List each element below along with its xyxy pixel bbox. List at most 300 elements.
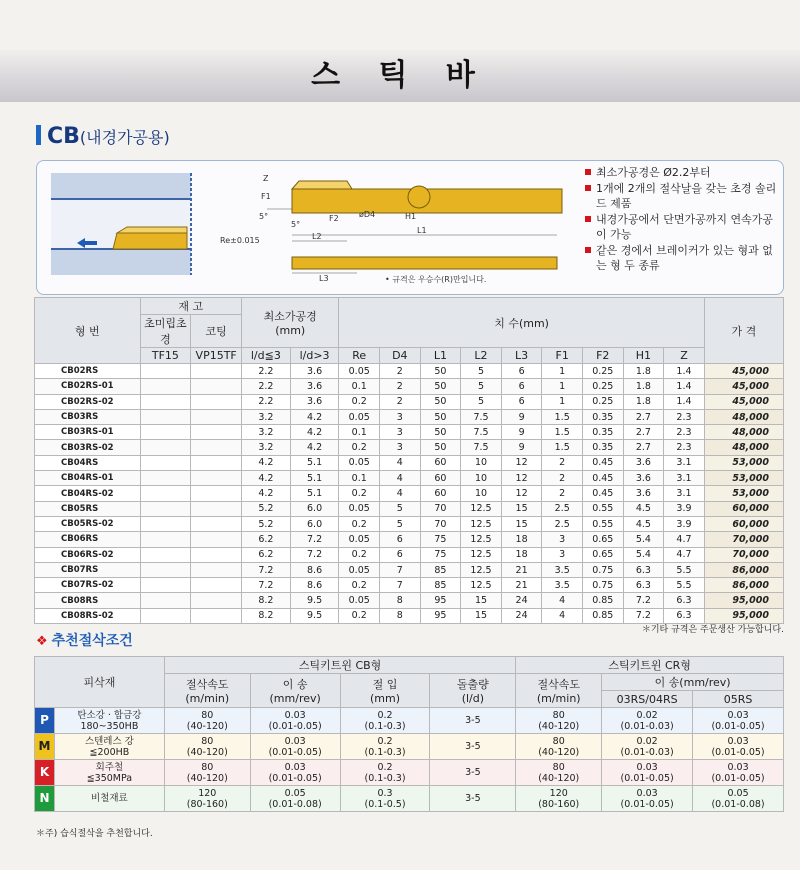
iso-badge: K (35, 760, 55, 786)
cell-f1: 1 (542, 379, 583, 394)
cell-l1: 50 (420, 379, 461, 394)
cell-tf15 (140, 409, 191, 424)
cell-f1: 3 (542, 547, 583, 562)
cell-l3: 15 (501, 516, 542, 531)
conditions-title: ❖ 추천절삭조건 (36, 633, 133, 649)
cell-d4: 2 (380, 364, 421, 379)
cell-h1: 2.7 (623, 440, 664, 455)
cell-oh: 3-5 (430, 760, 516, 786)
table-row (35, 786, 784, 812)
cell-z: 3.1 (664, 455, 705, 470)
cell-ld1: 5.2 (242, 501, 291, 516)
header-re: Re (339, 348, 380, 364)
section-title (36, 124, 170, 149)
cell-price: 60,000 (704, 501, 783, 516)
cell-l2: 12.5 (461, 547, 502, 562)
cell-z: 1.4 (664, 379, 705, 394)
cell-re: 0.2 (339, 608, 380, 623)
cell-l2: 5 (461, 379, 502, 394)
cell-model: CB06RS (35, 532, 141, 547)
cell-f2: 0.35 (582, 409, 623, 424)
cell-ld2: 5.1 (290, 486, 339, 501)
cell-price: 60,000 (704, 516, 783, 531)
header-d4: D4 (380, 348, 421, 364)
cell-f2: 0.25 (582, 379, 623, 394)
iso-badge: M (35, 734, 55, 760)
cell-d4: 4 (380, 455, 421, 470)
cell-h1: 2.7 (623, 425, 664, 440)
cell-vp15 (191, 471, 242, 486)
cell-f2: 0.85 (582, 608, 623, 623)
cell-ld1: 4.2 (242, 486, 291, 501)
cell-l1: 70 (420, 501, 461, 516)
cell-oh: 3-5 (430, 786, 516, 812)
cell-price: 53,000 (704, 471, 783, 486)
cell-l2: 12.5 (461, 562, 502, 577)
header-l1: L1 (420, 348, 461, 364)
cell-price: 48,000 (704, 425, 783, 440)
cell-tf15 (140, 547, 191, 562)
label-l1: L1 (417, 226, 427, 235)
cell-l2: 7.5 (461, 409, 502, 424)
cell-d4: 3 (380, 409, 421, 424)
cell-crsp: 80 (40-120) (516, 708, 602, 734)
cell-f1: 1 (542, 364, 583, 379)
header-l3: L3 (501, 348, 542, 364)
header-ld-le3: l/d≦3 (242, 348, 291, 364)
label-5deg-b: 5° (291, 220, 301, 229)
cell-l3: 21 (501, 562, 542, 577)
cell-price: 45,000 (704, 379, 783, 394)
cell-d4: 8 (380, 608, 421, 623)
cell-ld1: 3.2 (242, 425, 291, 440)
cell-l1: 95 (420, 593, 461, 608)
wet-cutting-note: ＊주) 습식절삭을 추천합니다. (36, 829, 153, 839)
etc-note: ＊기타 규격은 주문생산 가능합니다. (641, 625, 784, 635)
cell-f1: 1.5 (542, 425, 583, 440)
cell-model: CB04RS-01 (35, 471, 141, 486)
diamond-bullet-icon: ❖ (36, 634, 48, 649)
header-overhang: 돌출량 (l/d) (430, 674, 516, 708)
table-row (35, 379, 784, 394)
feature-item: 같은 경에서 브레이커가 있는 형과 없는 형 두 종류 (585, 243, 780, 273)
cell-model: CB03RS-02 (35, 440, 141, 455)
cell-fd: 0.03 (0.01-0.05) (250, 760, 340, 786)
cell-l3: 9 (501, 425, 542, 440)
cell-tf15 (140, 501, 191, 516)
cell-model: CB07RS-02 (35, 578, 141, 593)
cell-ld2: 5.1 (290, 471, 339, 486)
cell-vp15 (191, 455, 242, 470)
cell-ld2: 9.5 (290, 608, 339, 623)
feature-item: 최소가공경은 Ø2.2부터 (585, 165, 780, 180)
cell-ld2: 8.6 (290, 562, 339, 577)
cell-ld1: 6.2 (242, 547, 291, 562)
cell-l1: 60 (420, 486, 461, 501)
cell-h1: 4.5 (623, 501, 664, 516)
cell-z: 3.1 (664, 471, 705, 486)
header-f2: F2 (582, 348, 623, 364)
cell-fa: 0.03 (0.01-0.05) (602, 786, 693, 812)
cell-l1: 95 (420, 608, 461, 623)
header-ld-gt3: l/d>3 (290, 348, 339, 364)
cell-vp15 (191, 486, 242, 501)
cell-mat1: 비철재료 (54, 786, 164, 812)
cell-vp15 (191, 578, 242, 593)
cell-price: 86,000 (704, 562, 783, 577)
header-speed: 절삭속도 (m/min) (164, 674, 250, 708)
cell-vp15 (191, 364, 242, 379)
cell-price: 48,000 (704, 440, 783, 455)
cell-crsp: 80 (40-120) (516, 734, 602, 760)
cell-z: 2.3 (664, 425, 705, 440)
label-l2: L2 (312, 232, 322, 241)
cell-f2: 0.25 (582, 364, 623, 379)
cell-fb: 0.03 (0.01-0.05) (693, 734, 784, 760)
cell-ld1: 7.2 (242, 562, 291, 577)
cell-h1: 1.8 (623, 394, 664, 409)
cell-re: 0.2 (339, 440, 380, 455)
cell-price: 53,000 (704, 486, 783, 501)
header-cb-group: 스틱키트윈 CB형 (164, 657, 515, 674)
label-h1: H1 (405, 212, 417, 221)
label-5deg-a: 5° (259, 212, 269, 221)
header-model: 형 번 (35, 298, 141, 364)
cell-l2: 12.5 (461, 501, 502, 516)
cell-f2: 0.55 (582, 516, 623, 531)
section-subtitle: (내경가공용) (79, 128, 170, 147)
label-l3: L3 (319, 274, 329, 283)
cell-fa: 0.02 (0.01-0.03) (602, 708, 693, 734)
cell-f2: 0.25 (582, 394, 623, 409)
label-z: Z (263, 174, 269, 183)
cell-l1: 60 (420, 471, 461, 486)
cell-vp15 (191, 501, 242, 516)
cell-dp: 0.2 (0.1-0.3) (340, 734, 430, 760)
cell-tf15 (140, 425, 191, 440)
cell-price: 45,000 (704, 394, 783, 409)
table-row (35, 708, 784, 734)
cell-h1: 7.2 (623, 608, 664, 623)
cell-re: 0.05 (339, 501, 380, 516)
table-row (35, 440, 784, 455)
cell-l1: 50 (420, 440, 461, 455)
cell-f2: 0.45 (582, 486, 623, 501)
cell-l1: 75 (420, 532, 461, 547)
cell-re: 0.05 (339, 409, 380, 424)
cell-ld1: 8.2 (242, 608, 291, 623)
cell-model: CB07RS (35, 562, 141, 577)
cell-l3: 6 (501, 379, 542, 394)
cell-dp: 0.3 (0.1-0.5) (340, 786, 430, 812)
cell-d4: 7 (380, 562, 421, 577)
cell-z: 5.5 (664, 562, 705, 577)
cell-oh: 3-5 (430, 708, 516, 734)
table-row (35, 409, 784, 424)
cell-l3: 9 (501, 409, 542, 424)
cell-re: 0.1 (339, 425, 380, 440)
cell-h1: 5.4 (623, 532, 664, 547)
cell-vp15 (191, 409, 242, 424)
header-cr-speed: 절삭속도 (m/min) (516, 674, 602, 708)
cell-l2: 5 (461, 364, 502, 379)
cell-z: 3.9 (664, 516, 705, 531)
cell-re: 0.2 (339, 394, 380, 409)
cell-l3: 18 (501, 547, 542, 562)
header-price: 가 격 (704, 298, 783, 364)
cell-d4: 2 (380, 394, 421, 409)
cell-ld2: 6.0 (290, 516, 339, 531)
cell-f1: 1.5 (542, 440, 583, 455)
table-row (35, 516, 784, 531)
cell-f2: 0.85 (582, 593, 623, 608)
cell-d4: 5 (380, 501, 421, 516)
cell-f2: 0.65 (582, 532, 623, 547)
cell-ld1: 6.2 (242, 532, 291, 547)
cell-sp: 120 (80-160) (164, 786, 250, 812)
cell-ld1: 2.2 (242, 379, 291, 394)
table-row (35, 578, 784, 593)
iso-badge: N (35, 786, 55, 812)
cell-tf15 (140, 394, 191, 409)
cell-h1: 5.4 (623, 547, 664, 562)
cell-l1: 50 (420, 409, 461, 424)
cell-sp: 80 (40-120) (164, 734, 250, 760)
header-dims: 치 수(mm) (339, 298, 704, 348)
table-row (35, 593, 784, 608)
cell-z: 2.3 (664, 409, 705, 424)
cell-ld1: 3.2 (242, 440, 291, 455)
cell-h1: 7.2 (623, 593, 664, 608)
feature-item: 1개에 2개의 절삭날을 갖는 초경 솔리드 제품 (585, 181, 780, 211)
cell-l1: 50 (420, 425, 461, 440)
cell-re: 0.1 (339, 379, 380, 394)
header-micro: 초미립초경 (140, 315, 191, 348)
cell-model: CB03RS-01 (35, 425, 141, 440)
cell-f2: 0.45 (582, 471, 623, 486)
cell-h1: 3.6 (623, 486, 664, 501)
table-row (35, 486, 784, 501)
cell-price: 95,000 (704, 608, 783, 623)
cell-l1: 70 (420, 516, 461, 531)
cell-ld2: 3.6 (290, 364, 339, 379)
cell-f1: 2.5 (542, 501, 583, 516)
header-cr-feed-a: 03RS/04RS (602, 691, 693, 708)
cell-f1: 4 (542, 593, 583, 608)
cell-d4: 3 (380, 440, 421, 455)
feature-list (585, 165, 780, 274)
conditions-table-body (35, 708, 784, 812)
cell-tf15 (140, 578, 191, 593)
cell-price: 70,000 (704, 547, 783, 562)
cell-ld1: 7.2 (242, 578, 291, 593)
cell-price: 48,000 (704, 409, 783, 424)
cell-vp15 (191, 593, 242, 608)
cell-model: CB05RS (35, 501, 141, 516)
table-row (35, 471, 784, 486)
cell-f2: 0.45 (582, 455, 623, 470)
cell-ld2: 3.6 (290, 379, 339, 394)
cell-ld2: 9.5 (290, 593, 339, 608)
label-re: Re±0.015 (220, 236, 260, 245)
header-cr-feed: 이 송(mm/rev) (602, 674, 784, 691)
table-row (35, 547, 784, 562)
cell-d4: 6 (380, 532, 421, 547)
cell-model: CB06RS-02 (35, 547, 141, 562)
cell-z: 4.7 (664, 547, 705, 562)
label-f2: F2 (329, 214, 339, 223)
cell-l2: 15 (461, 608, 502, 623)
cell-h1: 1.8 (623, 364, 664, 379)
cell-f1: 3.5 (542, 562, 583, 577)
cell-z: 5.5 (664, 578, 705, 593)
cell-h1: 6.3 (623, 578, 664, 593)
cell-f1: 2 (542, 455, 583, 470)
cell-crsp: 120 (80-160) (516, 786, 602, 812)
cell-sp: 80 (40-120) (164, 708, 250, 734)
cell-l3: 21 (501, 578, 542, 593)
cell-l3: 9 (501, 440, 542, 455)
cell-h1: 3.6 (623, 455, 664, 470)
cell-l2: 12.5 (461, 532, 502, 547)
cell-vp15 (191, 440, 242, 455)
cell-model: CB08RS-02 (35, 608, 141, 623)
section-bar-icon (36, 125, 41, 145)
cell-f1: 2 (542, 471, 583, 486)
cell-l2: 10 (461, 486, 502, 501)
cell-l2: 7.5 (461, 440, 502, 455)
table-row (35, 455, 784, 470)
cell-tf15 (140, 593, 191, 608)
cell-h1: 1.8 (623, 379, 664, 394)
cell-f2: 0.55 (582, 501, 623, 516)
cell-vp15 (191, 394, 242, 409)
cell-f1: 2.5 (542, 516, 583, 531)
cell-ld1: 4.2 (242, 471, 291, 486)
cell-f1: 4 (542, 608, 583, 623)
label-d4: øD4 (359, 210, 376, 219)
cell-l2: 15 (461, 593, 502, 608)
section-code: CB (47, 124, 80, 149)
cell-f2: 0.75 (582, 562, 623, 577)
cell-z: 6.3 (664, 593, 705, 608)
cell-re: 0.2 (339, 547, 380, 562)
cell-f1: 2 (542, 486, 583, 501)
label-f1: F1 (261, 192, 271, 201)
cell-re: 0.1 (339, 471, 380, 486)
cell-model: CB04RS (35, 455, 141, 470)
cell-model: CB04RS-02 (35, 486, 141, 501)
cell-l2: 10 (461, 471, 502, 486)
cell-l1: 60 (420, 455, 461, 470)
cell-model: CB02RS-02 (35, 394, 141, 409)
cell-crsp: 80 (40-120) (516, 760, 602, 786)
cell-fb: 0.03 (0.01-0.05) (693, 708, 784, 734)
cell-l3: 12 (501, 471, 542, 486)
cell-l3: 6 (501, 364, 542, 379)
conditions-table (34, 656, 784, 812)
cell-vp15 (191, 516, 242, 531)
cell-ld2: 4.2 (290, 440, 339, 455)
cell-l1: 85 (420, 562, 461, 577)
bore-illustration-icon (51, 173, 191, 275)
table-row (35, 364, 784, 379)
header-vp15tf: VP15TF (191, 348, 242, 364)
cell-z: 2.3 (664, 440, 705, 455)
cell-l3: 15 (501, 501, 542, 516)
table-row (35, 394, 784, 409)
cell-ld1: 2.2 (242, 394, 291, 409)
header-cr-group: 스틱키트윈 CR형 (516, 657, 784, 674)
cell-l2: 10 (461, 455, 502, 470)
table-row (35, 425, 784, 440)
iso-badge: P (35, 708, 55, 734)
cell-l3: 6 (501, 394, 542, 409)
cell-tf15 (140, 379, 191, 394)
cell-fb: 0.03 (0.01-0.05) (693, 760, 784, 786)
cell-d4: 2 (380, 379, 421, 394)
cell-re: 0.05 (339, 532, 380, 547)
cell-f1: 3 (542, 532, 583, 547)
cell-mat1: 회주철 ≦350MPa (54, 760, 164, 786)
cell-ld2: 8.6 (290, 578, 339, 593)
cell-price: 45,000 (704, 364, 783, 379)
spec-table-body (35, 364, 784, 624)
cell-vp15 (191, 379, 242, 394)
cell-f2: 0.65 (582, 547, 623, 562)
cell-f2: 0.75 (582, 578, 623, 593)
header-z: Z (664, 348, 705, 364)
cell-h1: 2.7 (623, 409, 664, 424)
cell-fa: 0.02 (0.01-0.03) (602, 734, 693, 760)
cell-f1: 3.5 (542, 578, 583, 593)
header-f1: F1 (542, 348, 583, 364)
cell-ld1: 8.2 (242, 593, 291, 608)
table-row (35, 562, 784, 577)
cell-d4: 5 (380, 516, 421, 531)
cell-l3: 12 (501, 455, 542, 470)
cell-d4: 6 (380, 547, 421, 562)
cell-z: 3.9 (664, 501, 705, 516)
cell-l2: 7.5 (461, 425, 502, 440)
cell-l3: 18 (501, 532, 542, 547)
cell-vp15 (191, 562, 242, 577)
cell-fd: 0.05 (0.01-0.08) (250, 786, 340, 812)
cell-tf15 (140, 486, 191, 501)
header-coating: 코팅 (191, 315, 242, 348)
cell-ld1: 2.2 (242, 364, 291, 379)
cell-ld1: 3.2 (242, 409, 291, 424)
cell-mat1: 탄소강 · 합금강 180~350HB (54, 708, 164, 734)
cell-ld2: 7.2 (290, 547, 339, 562)
cell-sp: 80 (40-120) (164, 760, 250, 786)
cell-oh: 3-5 (430, 734, 516, 760)
cell-h1: 3.6 (623, 471, 664, 486)
cell-ld2: 5.1 (290, 455, 339, 470)
cell-h1: 4.5 (623, 516, 664, 531)
cell-price: 53,000 (704, 455, 783, 470)
cell-tf15 (140, 440, 191, 455)
cell-f2: 0.35 (582, 440, 623, 455)
feature-item: 내경가공에서 단면가공까지 연속가공이 가능 (585, 212, 780, 242)
cell-tf15 (140, 471, 191, 486)
cell-d4: 4 (380, 471, 421, 486)
page-title: 스 틱 바 (311, 58, 489, 93)
cell-price: 95,000 (704, 593, 783, 608)
tool-drawing-icon (220, 174, 562, 283)
cell-f1: 1 (542, 394, 583, 409)
cell-l2: 12.5 (461, 516, 502, 531)
